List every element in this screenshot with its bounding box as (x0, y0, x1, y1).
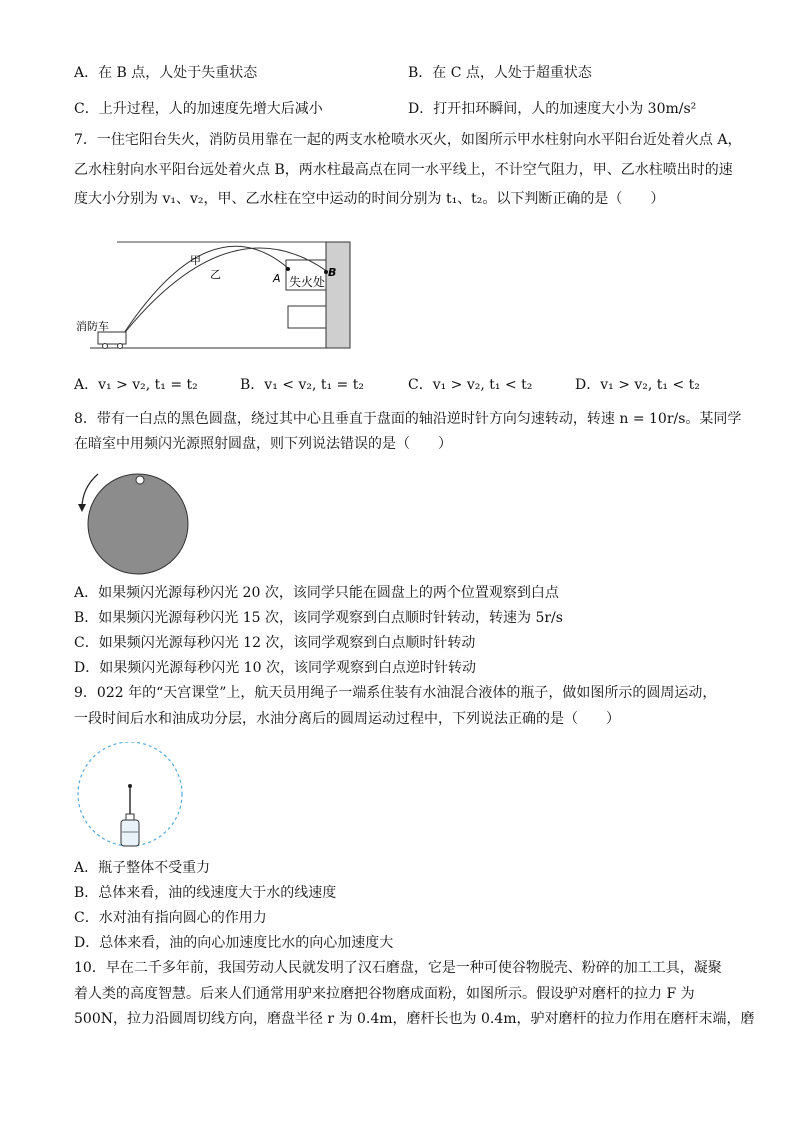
q9-stem-line1: 9．022 年的“天宫课堂”上，航天员用绳子一端系住装有水油混合液体的瓶子，做如图所示的圆周运动， (74, 685, 717, 701)
point-a-dot (286, 267, 290, 271)
bottle-cap (126, 814, 134, 820)
bottle-body (121, 820, 139, 846)
q7-stem-line2: 乙水柱射向水平阳台远处着火点 B，两水柱最高点在同一水平线上，不计空气阻力，甲、乙水柱喷出时的速 (74, 162, 733, 178)
label-jia: 甲 (190, 254, 201, 267)
white-dot (136, 476, 144, 484)
q7-fire-figure (70, 232, 360, 358)
fire-truck-wheel (103, 344, 108, 349)
q9-option-b: B．总体来看，油的线速度大于水的线速度 (74, 885, 337, 901)
label-truck: 消防车 (76, 320, 109, 333)
q8-option-c: C．如果频闪光源每秒闪光 12 次，该同学观察到白点顺时针转动 (74, 635, 476, 651)
q7-stem-line3: 度大小分别为 v₁、v₂，甲、乙水柱在空中运动的时间分别为 t₁、t₂。以下判断正确的是（ ） (74, 191, 665, 207)
lower-balcony (288, 306, 326, 328)
q8-stem-line2: 在暗室中用频闪光源照射圆盘，则下列说法错误的是（ ） (74, 436, 452, 452)
q8-option-a: A．如果频闪光源每秒闪光 20 次，该同学只能在圆盘上的两个位置观察到白点 (74, 585, 559, 601)
q7-option-b: B．v₁ < v₂, t₁ = t₂ (240, 377, 364, 393)
q10-stem-line3: 500N，拉力沿圆周切线方向，磨盘半径 r 为 0.4m，磨杆长也为 0.4m，驴对磨杆的拉力作用在磨杆末端，磨 (74, 1011, 755, 1027)
fire-truck-body (98, 332, 126, 344)
q10-stem-line1: 10．早在二千多年前，我国劳动人民就发明了汉石磨盘，它是一种可使谷物脱壳、粉碎的加工工具，凝聚 (74, 960, 722, 976)
q8-option-d: D．如果频闪光源每秒闪光 10 次，该同学观察到白点逆时针转动 (74, 660, 476, 676)
rope-pivot (128, 784, 132, 788)
q6-option-c: C．上升过程，人的加速度先增大后减小 (74, 101, 323, 117)
q8-option-b: B．如果频闪光源每秒闪光 15 次，该同学观察到白点顺时针转动，转速为 5r/s (74, 610, 563, 626)
q8-stem-line1: 8．带有一白点的黑色圆盘，绕过其中心且垂直于盘面的轴沿逆时针方向匀速转动，转速 n = 10r/s。某同学 (74, 411, 742, 427)
q9-option-a: A．瓶子整体不受重力 (74, 860, 211, 876)
q10-stem-line2: 着人类的高度智慧。后来人们通常用驴来拉磨把谷物磨成面粉，如图所示。假设驴对磨杆的拉力 F 为 (74, 986, 695, 1002)
label-yi: 乙 (210, 268, 221, 281)
black-disc (88, 474, 188, 574)
q8-disc-figure (74, 462, 194, 577)
q7-option-d: D．v₁ > v₂, t₁ < t₂ (575, 377, 700, 393)
q9-stem-line2: 一段时间后水和油成功分层，水油分离后的圆周运动过程中，下列说法正确的是（ ） (74, 711, 620, 727)
q6-option-d: D．打开扣环瞬间，人的加速度大小为 30m/s² (408, 101, 697, 117)
label-fire: 失火处 (289, 275, 326, 289)
q6-option-b: B．在 C 点，人处于超重状态 (408, 65, 592, 81)
arrow-head-icon (78, 504, 86, 512)
q7-stem-line1: 7．一住宅阳台失火，消防员用靠在一起的两支水枪喷水灭火，如图所示甲水柱射向水平阳台近处着火点 A， (74, 132, 742, 148)
q9-option-d: D．总体来看，油的向心加速度比水的向心加速度大 (74, 935, 394, 951)
building-wall (326, 242, 350, 348)
q9-bottle-figure (74, 742, 189, 858)
water-jet-jia (122, 246, 288, 336)
q7-option-c: C．v₁ > v₂, t₁ < t₂ (408, 377, 533, 393)
q7-option-a: A．v₁ > v₂, t₁ = t₂ (74, 377, 198, 393)
label-a: A (273, 272, 281, 285)
fire-truck-wheel (118, 344, 123, 349)
q9-option-c: C．水对油有指向圆心的作用力 (74, 910, 267, 926)
label-b: B (328, 266, 337, 279)
q6-option-a: A．在 B 点，人处于失重状态 (74, 65, 258, 81)
